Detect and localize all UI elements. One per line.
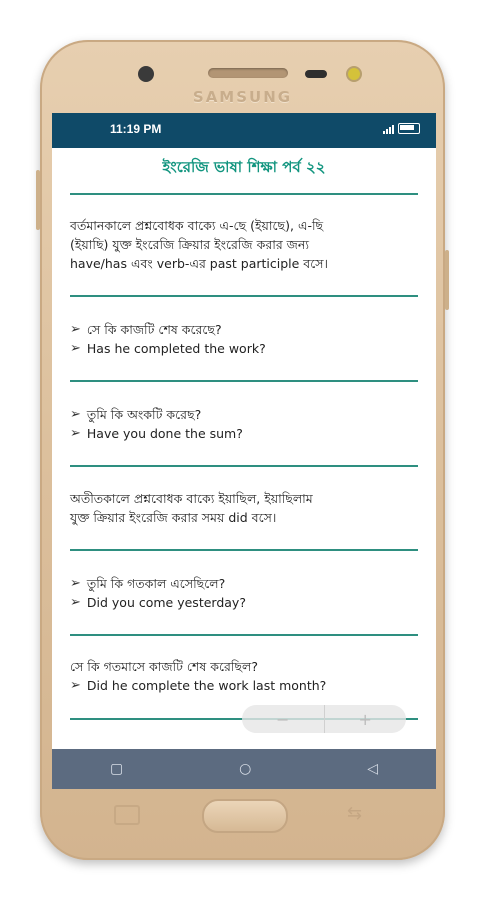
front-camera <box>138 66 154 82</box>
example-pair <box>70 320 420 358</box>
page-title: ইংরেজি ভাষা শিক্ষা পর্ব ২২ <box>162 158 326 176</box>
arrow-bullet-icon: ➢ <box>70 341 81 356</box>
bangla-sentence: সে কি গতমাসে কাজটি শেষ করেছিল? <box>70 659 258 674</box>
back-icon[interactable]: ◁ <box>367 761 379 777</box>
english-sentence: Has he completed the work? <box>86 341 266 356</box>
front-flash <box>348 68 360 80</box>
bangla-sentence: সে কি কাজটি শেষ করেছে? <box>86 322 222 337</box>
earpiece-speaker <box>208 68 288 78</box>
arrow-bullet-icon: ➢ <box>70 407 81 422</box>
hardware-back-icon: ⇆ <box>347 803 363 824</box>
hardware-recent-icon <box>114 805 140 825</box>
paragraph-block <box>70 489 420 527</box>
signal-icon <box>383 124 394 134</box>
example-pair <box>70 405 420 443</box>
divider <box>70 634 418 636</box>
paragraph-line: অতীতকালে প্রশ্নবোধক বাক্যে ইয়াছিল, ইয়াছিলাম <box>70 491 313 506</box>
arrow-bullet-icon: ➢ <box>70 576 81 591</box>
navigation-bar <box>52 749 436 789</box>
paragraph-line: have/has এবং verb-এর past participle বসে। <box>70 256 329 271</box>
arrow-bullet-icon: ➢ <box>70 678 81 693</box>
recent-apps-icon[interactable]: ▢ <box>109 761 124 777</box>
example-pair <box>70 657 420 695</box>
status-time: 11:19 PM <box>110 122 162 136</box>
brand-logo: SAMSUNG <box>192 88 293 106</box>
status-bar <box>52 113 436 148</box>
paragraph-block <box>70 216 420 273</box>
english-sentence: Did he complete the work last month? <box>86 678 327 693</box>
paragraph-line: বর্তমানকালে প্রশ্নবোধক বাক্যে এ-ছে (ইয়াছে), এ-ছি <box>70 218 324 233</box>
divider <box>70 295 418 297</box>
zoom-in-icon: + <box>358 709 372 729</box>
english-sentence: Have you done the sum? <box>86 426 243 441</box>
zoom-out-icon: − <box>276 709 290 729</box>
status-icons <box>383 123 420 134</box>
arrow-bullet-icon: ➢ <box>70 595 81 610</box>
paragraph-line: যুক্ত ক্রিয়ার ইংরেজি করার সময় did বসে। <box>70 510 277 525</box>
screen <box>52 113 436 789</box>
english-sentence: Did you come yesterday? <box>86 595 246 610</box>
divider <box>70 465 418 467</box>
zoom-control <box>242 705 406 733</box>
bangla-sentence: তুমি কি গতকাল এসেছিলে? <box>86 576 226 591</box>
divider <box>70 380 418 382</box>
zoom-in-button[interactable] <box>325 705 407 733</box>
power-button <box>445 250 449 310</box>
paragraph-line: (ইয়াছি) যুক্ত ইংরেজি ক্রিয়ার ইংরেজি করার জন্য <box>70 237 309 252</box>
hardware-keys <box>52 795 436 835</box>
battery-icon <box>398 123 420 134</box>
hardware-home-button <box>202 799 288 833</box>
divider <box>70 193 418 195</box>
arrow-bullet-icon: ➢ <box>70 322 81 337</box>
home-icon[interactable]: ○ <box>239 761 252 777</box>
arrow-bullet-icon: ➢ <box>70 426 81 441</box>
bangla-sentence: তুমি কি অংকটি করেছ? <box>86 407 202 422</box>
divider <box>70 549 418 551</box>
zoom-out-button[interactable] <box>242 705 324 733</box>
example-pair <box>70 574 420 612</box>
proximity-sensor <box>305 70 327 78</box>
volume-button <box>36 170 40 230</box>
